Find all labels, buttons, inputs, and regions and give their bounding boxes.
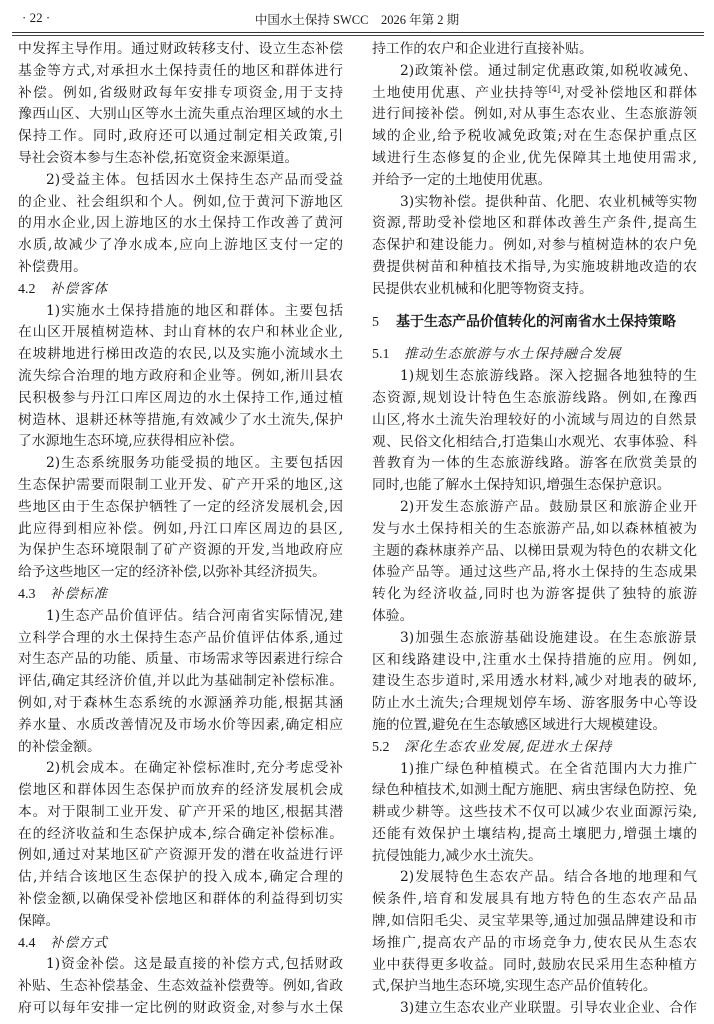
- text-line: 在坡耕地进行梯田改造的农民,以及实施小流域水土: [18, 346, 343, 363]
- text-line: 补偿费用。: [18, 258, 87, 275]
- paragraph: [18, 39, 343, 170]
- paragraph: [18, 954, 343, 1019]
- subsection-heading: [18, 933, 343, 955]
- heading-number: 4.3: [18, 586, 36, 602]
- text-line: 的补偿金额。: [18, 738, 101, 755]
- page-number: · 22 ·: [22, 10, 51, 25]
- paragraph: [372, 61, 697, 192]
- text-line: 同时,也能了解水土保持知识,增强生态保护意识。: [372, 477, 671, 494]
- text-line: 的用水企业,因上游地区的水土保持工作改善了黄河: [18, 215, 343, 232]
- left-column: [18, 39, 343, 1020]
- paragraph: [372, 366, 697, 497]
- text-line: 偿地区和群体因生态保护而放弃的经济发展机会成: [18, 782, 343, 799]
- text-line: 并给予一定的土地使用优惠。: [372, 171, 552, 188]
- text-line: 2)受益主体。包括因水土保持生态产品而受益: [46, 171, 343, 188]
- heading-text: 补偿方式: [50, 934, 108, 951]
- text-line: 主题的森林康养产品、以梯田景观为特色的农耕文化: [372, 542, 697, 559]
- heading-text: 补偿标准: [50, 585, 108, 602]
- text-line: 生态保护需要而限制工业开发、矿产开采的地区,这: [18, 476, 343, 493]
- text-line: 中发挥主导作用。通过财政转移支付、设立生态补偿: [18, 41, 343, 57]
- text-line: 普教育为一体的生态旅游线路。游客在欣赏美景的: [372, 455, 697, 472]
- text-line: 转化为经济收益,同时也为游客提供了独特的旅游: [372, 586, 697, 603]
- paragraph: [372, 192, 697, 301]
- text-line: 水质,故减少了净水成本,应向上游地区支付一定的: [18, 237, 343, 254]
- text-line: 1)推广绿色种植模式。在全省范围内大力推广: [400, 760, 697, 777]
- paragraph: [372, 759, 697, 868]
- text-line: 养水量、水质改善情况及市场水价等因素,确定相应: [18, 716, 343, 733]
- text-line: 防止水土流失;合理规划停车场、游客服务中心等设: [372, 695, 697, 712]
- heading-number: 5.2: [372, 739, 390, 755]
- paragraph: [18, 301, 343, 454]
- text-line: 域的企业,给予税收减免政策;对在生态保护重点区: [372, 128, 697, 145]
- text-line: 为保护生态环境限制了矿产资源的开发,当地政府应: [18, 542, 343, 559]
- text-segment: ,对受补偿地区和群体: [560, 84, 698, 101]
- text-line: 导社会资本参与生态补偿,拓宽资金来源渠道。: [18, 149, 299, 166]
- text-line: 府可以每年安排一定比例的财政资金,对参与水土保: [18, 1000, 343, 1017]
- text-line: 2)机会成本。在确定补偿标准时,充分考虑受补: [46, 760, 343, 777]
- text-line: 山区,将水土流失治理较好的小流域与周边的自然景: [372, 411, 697, 428]
- text-line: 1)实施水土保持措施的地区和群体。主要包括: [46, 302, 343, 319]
- text-line: 在山区开展植树造林、封山育林的农户和林业企业,: [18, 324, 343, 341]
- subsection-heading: [18, 584, 343, 606]
- text-line: 耕或少耕等。这些技术不仅可以减少农业面源污染,: [372, 804, 697, 821]
- text-line: 2)发展特色生态农产品。结合各地的地理和气: [400, 869, 697, 886]
- text-line: 体验产品等。通过这些产品,将水土保持的生态成果: [372, 564, 697, 581]
- text-line: 本。对于限制工业开发、矿产开采的地区,根据其潜: [18, 803, 343, 820]
- text-line: 还能有效保护土壤结构,提高土壤肥力,增强土壤的: [372, 825, 697, 842]
- text-line: 树造林、退耕还林等措施,有效减少了水土流失,保护: [18, 411, 343, 428]
- paragraph: [372, 39, 697, 61]
- text-line: 式,保护当地生态环境,实现生态产品价值转化。: [372, 978, 657, 995]
- text-line: 立科学合理的水土保持生态产品价值评估体系,通过: [18, 629, 343, 646]
- heading-text: 补偿客体: [50, 280, 108, 297]
- text-segment: 土地使用优惠、产业扶持等: [372, 84, 549, 101]
- text-line: 观、民俗文化相结合,打造集山水观光、农事体验、科: [372, 433, 697, 450]
- heading-number: 4.4: [18, 935, 36, 951]
- header-rule-thin: [12, 35, 704, 36]
- text-line: 候条件,培育和发展具有地方特色的生态农产品品: [372, 891, 697, 908]
- subsection-heading: [372, 737, 697, 759]
- text-line: 抗侵蚀能力,减少水土流失。: [372, 847, 542, 864]
- text-line: 例如,通过对某地区矿产资源开发的潜在收益进行评: [18, 847, 343, 864]
- text-line: 3)加强生态旅游基础设施建设。在生态旅游景: [400, 629, 697, 646]
- text-line: 2)生态系统服务功能受损的地区。主要包括因: [46, 455, 343, 472]
- text-line: 1)规划生态旅游线路。深入挖掘各地独特的生: [400, 368, 697, 385]
- text-line: 保障。: [18, 912, 60, 929]
- text-line: 民积极参与丹江口库区周边的水土保持工作,通过植: [18, 389, 343, 406]
- text-line: 场推广,提高农产品的市场竞争力,使农民从生态农: [372, 934, 697, 951]
- text-line: 对生态产品的功能、质量、市场需求等因素进行综合: [18, 651, 343, 668]
- paragraph: [372, 998, 697, 1020]
- heading-text: 深化生态农业发展,促进水土保持: [404, 738, 613, 755]
- text-line: 1)生态产品价值评估。结合河南省实际情况,建: [46, 607, 343, 624]
- text-line: 的企业、社会组织和个人。例如,位于黄河下游地区: [18, 193, 343, 210]
- text-line: 评估,确定其经济价值,并以此为基础制定补偿标准。: [18, 673, 343, 690]
- text-line: 保持工作。同时,政府还可以通过制定相关政策,引: [18, 128, 343, 145]
- citation-ref: [4]: [548, 84, 561, 94]
- text-line: 流失综合治理的地方政府和企业等。例如,淅川县农: [18, 367, 343, 384]
- text-line: 豫西山区、大别山区等水土流失重点治理区域的水土: [18, 106, 343, 123]
- text-line: 施的位置,避免在生态敏感区域进行大规模建设。: [372, 716, 667, 733]
- text-line: 补偿。例如,省级财政每年安排专项资金,用于支持: [18, 84, 343, 101]
- text-line: 补贴、生态补偿基金、生态效益补偿费等。例如,省政: [18, 978, 343, 995]
- paragraph: [372, 497, 697, 628]
- text-line: 体验。: [372, 607, 414, 624]
- text-line: 发与水土保持相关的生态旅游产品,如以森林植被为: [372, 520, 697, 537]
- text-line: 3)建立生态农业产业联盟。引导农业企业、合作: [400, 1000, 697, 1017]
- text-line: 费提供树苗和种植技术指导,为实施坡耕地改造的农: [372, 258, 697, 275]
- text-line: 补偿金额,以确保受补偿地区和群体的利益得到切实: [18, 891, 343, 908]
- right-column: [372, 39, 697, 1020]
- text-line: 基金等方式,对承担水土保持责任的地区和群体进行: [18, 62, 343, 79]
- text-line: 给予这些地区一定的经济补偿,以弥补其经济损失。: [18, 564, 326, 581]
- heading-text: 基于生态产品价值转化的河南省水土保持策略: [396, 313, 676, 330]
- text-line: 建设生态步道时,采用透水材料,减少对地表的破坏,: [372, 673, 697, 690]
- subsection-heading: [372, 344, 697, 366]
- text-line: 2)政策补偿。通过制定优惠政策,如税收减免、: [400, 62, 697, 79]
- text-line: 态保护和建设能力。例如,对参与植树造林的农户免: [372, 237, 697, 254]
- header-rule-thick: [12, 32, 704, 33]
- text-line: 态资源,规划设计特色生态旅游线路。例如,在豫西: [372, 389, 697, 406]
- text-line: 民提供农业机械和化肥等物资支持。: [372, 280, 593, 297]
- text-line: 在的经济收益和生态保护成本,综合确定补偿标准。: [18, 825, 343, 842]
- text-line: 牌,如信阳毛尖、灵宝苹果等,通过加强品牌建设和市: [372, 913, 697, 930]
- text-line: 域进行生态修复的企业,优先保障其土地使用需求,: [372, 149, 697, 166]
- paragraph: [372, 867, 697, 998]
- text-line: 业中获得更多收益。同时,鼓励农民采用生态种植方: [372, 956, 697, 973]
- text-line: 例如,对于森林生态系统的水源涵养功能,根据其涵: [18, 694, 343, 711]
- text-line: 持工作的农户和企业进行直接补贴。: [372, 41, 593, 57]
- section-heading: [372, 312, 697, 334]
- text-line: 资源,帮助受补偿地区和群体改善生产条件,提高生: [372, 215, 697, 232]
- heading-number: 5.1: [372, 347, 390, 363]
- heading-text: 推动生态旅游与水土保持融合发展: [404, 346, 622, 363]
- text-line: 区和线路建设中,注重水土保持措施的应用。例如,: [372, 651, 697, 668]
- paragraph: [18, 606, 343, 759]
- paragraph: [18, 758, 343, 932]
- text-line: 2)开发生态旅游产品。鼓励景区和旅游企业开: [400, 498, 697, 515]
- paragraph: [18, 170, 343, 279]
- text-line: 绿色种植技术,如测土配方施肥、病虫害绿色防控、免: [372, 782, 697, 799]
- paragraph: [372, 628, 697, 737]
- heading-number: 4.2: [18, 281, 36, 297]
- text-line: 进行间接补偿。例如,对从事生态农业、生态旅游领: [372, 106, 697, 123]
- text-line: 估,并结合该地区生态保护的投入成本,确定合理的: [18, 869, 343, 886]
- text-line: [372, 83, 697, 105]
- subsection-heading: [18, 279, 343, 301]
- text-line: 此应得到相应补偿。例如,丹江口库区周边的县区,: [18, 520, 343, 537]
- text-line: 3)实物补偿。提供种苗、化肥、农业机械等实物: [400, 193, 697, 210]
- text-line: 1)资金补偿。这是最直接的补偿方式,包括财政: [46, 956, 343, 973]
- text-line: 些地区由于生态保护牺牲了一定的经济发展机会,因: [18, 498, 343, 515]
- journal-title: 中国水土保持 SWCC 2026 年第 2 期: [254, 13, 460, 27]
- text-line: 了水源地生态环境,应获得相应补偿。: [18, 433, 244, 450]
- heading-number: 5: [372, 314, 379, 330]
- paragraph: [18, 453, 343, 584]
